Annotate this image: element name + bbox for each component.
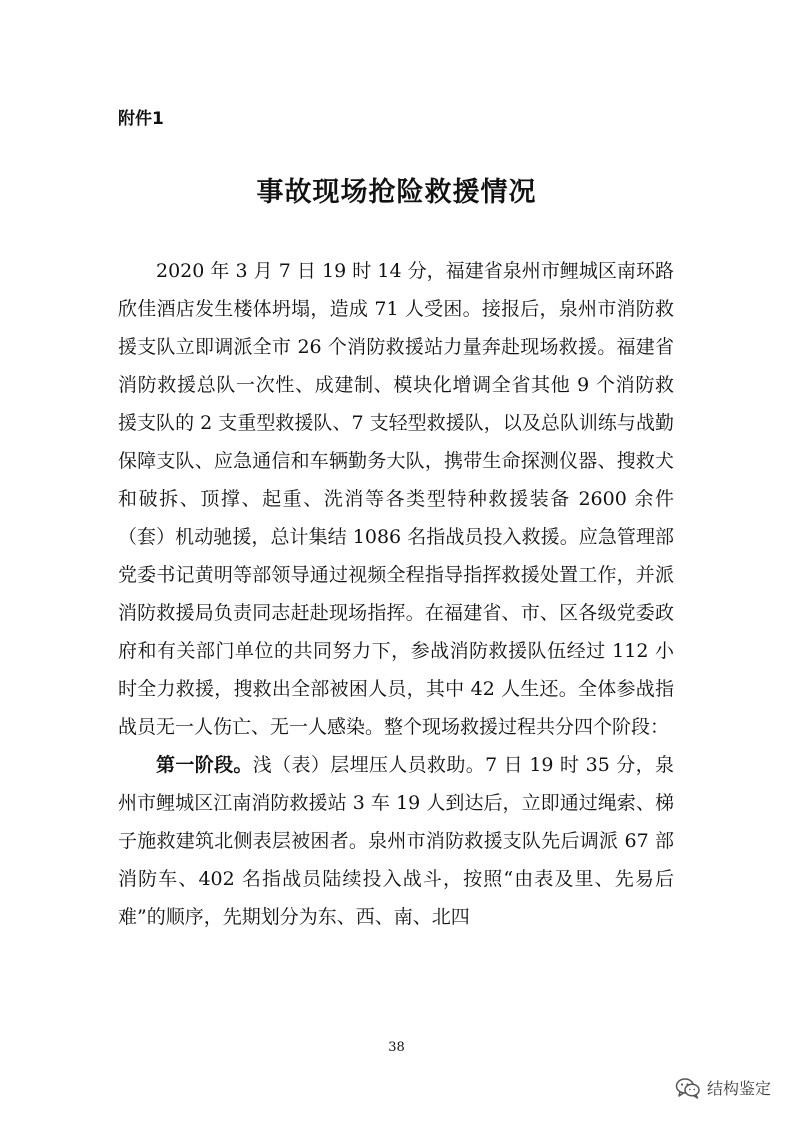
- paragraph-stage-one: [118, 746, 674, 936]
- document-body: [118, 252, 674, 936]
- paragraph-overview: [118, 252, 674, 746]
- attachment-label: 附件1: [118, 109, 164, 129]
- watermark-text: 结构鉴定: [706, 1079, 771, 1098]
- watermark: [675, 1076, 771, 1099]
- stage-one-heading: 第一阶段。: [156, 754, 253, 776]
- paragraph-overview-text: 2020 年 3 月 7 日 19 时 14 分，福建省泉州市鲤城区南环路欣佳酒店发生楼体坍塌，造成 71 人受困。接报后，泉州市消防救援支队立即调派全市 26 个消防救援站力量奔赴现场救援。福建省消防救援总队一次性、成建制、模块化增调全省其他 9 个消防救援支队的 2 支重型救援队、7 支轻型救援队，以及总队训练与战勤保障支队、应急通信和车辆勤务大队，携带生命探测仪器、搜救犬和破拆、顶撑、起重、洗消等各类型特种救援装备 2600 余件（套）机动驰援，总计集结 1086 名指战员投入救援。应急管理部党委书记黄明等部领导通过视频全程指导指挥救援处置工作，并派消防救援局负责同志赶赴现场指挥。在福建省、市、区各级党委政府和有关部门单位的共同努力下，参战消防救援队伍经过 112 小时全力救援，搜救出全部被困人员，其中 42 人生还。全体参战指战员无一人伤亡、无一人感染。整个现场救援过程共分四个阶段：: [118, 260, 674, 738]
- page-number: 38: [388, 1040, 405, 1055]
- paragraph-stage-one-text: 浅（表）层埋压人员救助。7 日 19 时 35 分，泉州市鲤城区江南消防救援站 3 车 19 人到达后，立即通过绳索、梯子施救建筑北侧表层被困者。泉州市消防救援支队先后调派 67 部消防车、402 名指战员陆续投入战斗，按照“由表及里、先易后难”的顺序，先期划分为东、西、南、北四: [118, 754, 674, 928]
- page-title: 事故现场抢险救援情况: [256, 177, 537, 208]
- wechat-icon: [675, 1077, 701, 1099]
